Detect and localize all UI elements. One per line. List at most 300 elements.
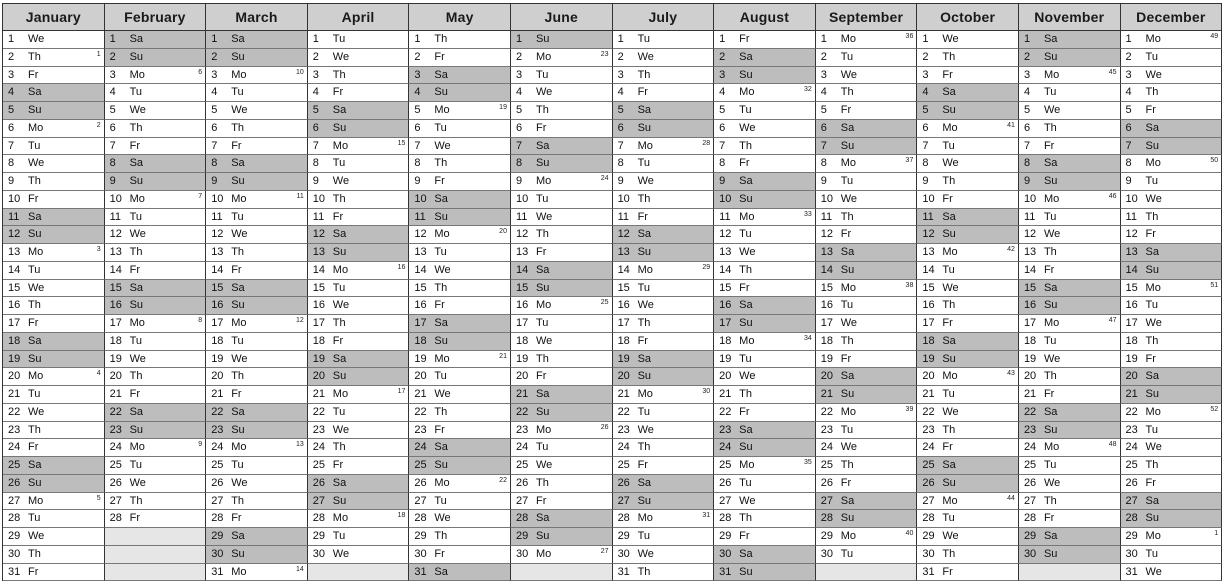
weekday-label: Mo [434,228,450,241]
day-cell [3,226,105,244]
weekday-label: Su [739,565,753,578]
weekday-label: We [434,388,451,400]
weekday-label: Sa [332,104,347,116]
day-cell [3,280,105,298]
day-cell [816,226,918,244]
day-cell [308,102,410,120]
day-number: 28 [515,512,529,525]
day-number: 11 [617,210,629,223]
weekday-label: Mo [332,388,349,400]
day-number: 1 [719,33,726,45]
weekday-label: Th [231,494,245,507]
day-cell [409,173,511,191]
weekday-label: Th [1145,459,1159,471]
day-number: 5 [1023,104,1031,116]
empty-day-cell [511,564,613,582]
weekday-label: Mo [1145,33,1161,45]
day-number: 15 [922,281,935,294]
day-number: 23 [312,423,326,436]
day-cell [3,475,105,493]
week-number: 25 [600,299,609,307]
weekday-label: We [942,530,959,542]
weekday-label: Fr [637,459,648,471]
day-number: 19 [820,352,833,365]
day-cell [409,138,511,156]
day-cell [1121,244,1223,262]
day-number: 7 [109,139,116,152]
weekday-label: We [535,459,553,471]
day-cell [3,457,105,475]
day-cell [3,120,105,138]
weekday-label: We [840,441,858,454]
day-number: 25 [1023,459,1037,471]
day-cell [1121,84,1223,102]
weekday-label: Su [28,476,42,489]
weekday-label: Th [28,175,41,187]
day-cell [917,404,1019,422]
day-number: 7 [414,139,421,152]
weekday-label: Su [1043,50,1058,63]
day-cell [3,528,105,546]
weekday-label: Mo [942,494,958,507]
weekday-label: Sa [28,86,42,99]
day-cell [409,510,511,528]
weekday-label: Mo [1145,157,1161,170]
day-cell [511,475,613,493]
weekday-label: Th [231,121,245,134]
day-number: 9 [211,175,218,187]
weekday-label: Fr [129,139,140,152]
weekday-label: Th [129,370,143,383]
weekday-label: Tu [332,157,346,170]
week-number: 32 [803,86,812,94]
day-cell [917,510,1019,528]
day-cell [816,155,918,173]
day-number: 4 [515,86,523,99]
weekday-label: Th [739,139,752,152]
day-cell [3,386,105,404]
weekday-label: Su [129,175,144,187]
weekday-label: Fr [1145,228,1156,241]
day-cell [613,262,715,280]
day-cell [308,475,410,493]
day-cell [816,457,918,475]
week-number: 4 [96,370,101,378]
weekday-label: Sa [942,86,956,99]
day-number: 11 [109,210,122,223]
day-cell [917,546,1019,564]
day-cell [308,315,410,333]
day-cell [816,84,918,102]
day-number: 13 [211,246,224,258]
week-number: 22 [499,476,507,484]
day-cell [1121,404,1223,422]
weekday-label: Tu [942,388,955,400]
weekday-label: Tu [28,263,41,276]
day-cell [714,422,816,440]
day-number: 30 [1023,547,1037,560]
weekday-label: Fr [1145,352,1156,365]
week-number: 1 [1214,530,1219,537]
day-cell [1019,297,1121,315]
day-cell [3,31,105,49]
day-cell [206,315,308,333]
day-number: 26 [211,476,224,489]
day-number: 15 [312,281,326,294]
day-number: 4 [719,86,726,99]
day-number: 1 [8,33,15,45]
day-number: 1 [1125,33,1132,45]
day-cell [816,120,918,138]
day-number: 20 [312,370,326,383]
day-cell [308,67,410,85]
week-number: 10 [295,68,304,76]
weekday-label: Fr [942,317,953,329]
weekday-label: Tu [637,157,650,170]
day-cell [1121,457,1223,475]
weekday-label: Sa [129,405,144,418]
weekday-label: Th [840,210,854,223]
day-cell [1121,528,1223,546]
weekday-label: Mo [942,370,958,383]
day-number: 5 [617,104,624,116]
weekday-label: We [739,494,756,507]
weekday-label: Sa [1043,33,1058,45]
day-number: 12 [1125,228,1138,241]
day-cell [613,84,715,102]
day-number: 26 [1125,476,1138,489]
day-number: 6 [414,121,421,134]
day-number: 16 [617,299,630,312]
day-cell [714,510,816,528]
day-cell [917,120,1019,138]
weekday-label: Su [1043,423,1058,436]
day-cell [1121,564,1223,582]
day-cell [917,528,1019,546]
day-cell [409,31,511,49]
month-header-september: September [816,4,918,31]
day-cell [917,209,1019,227]
weekday-label: Fr [434,547,445,560]
day-number: 27 [820,494,833,507]
day-number: 18 [414,334,427,347]
weekday-label: Sa [942,210,956,223]
day-number: 24 [515,441,529,454]
weekday-label: Su [28,104,42,116]
weekday-label: Mo [739,86,755,99]
day-number: 1 [515,33,523,45]
day-cell [917,315,1019,333]
week-number: 33 [803,210,812,218]
day-cell [1121,280,1223,298]
week-number: 49 [1210,33,1219,40]
weekday-label: Fr [28,565,39,578]
weekday-label: Fr [129,388,140,400]
day-cell [613,333,715,351]
day-cell [1019,244,1121,262]
weekday-label: Th [332,68,346,81]
day-cell [308,244,410,262]
day-cell [105,351,207,369]
day-cell [409,351,511,369]
weekday-label: Tu [840,50,854,63]
day-cell [105,422,207,440]
weekday-label: Tu [739,104,752,116]
day-number: 27 [8,494,21,507]
weekday-label: We [637,175,654,187]
day-cell [206,226,308,244]
day-number: 17 [515,317,529,329]
day-cell [511,31,613,49]
day-number: 3 [8,68,15,81]
day-number: 28 [109,512,122,525]
week-number: 44 [1007,494,1015,502]
day-cell [917,102,1019,120]
day-number: 22 [922,405,935,418]
weekday-label: Fr [1145,476,1156,489]
weekday-label: Sa [231,33,245,45]
day-number: 25 [312,459,326,471]
weekday-label: Th [1043,370,1057,383]
day-number: 8 [820,157,827,170]
day-number: 18 [109,334,122,347]
weekday-label: Sa [1043,530,1058,542]
day-number: 10 [109,192,122,205]
weekday-label: Tu [1145,175,1158,187]
weekday-label: Fr [231,139,242,152]
day-number: 2 [820,50,827,63]
weekday-label: Sa [129,33,144,45]
empty-day-cell [1019,564,1121,582]
week-number: 9 [198,441,203,449]
weekday-label: Mo [739,459,755,471]
day-cell [308,351,410,369]
weekday-label: Sa [840,246,855,258]
weekday-label: Sa [332,228,347,241]
day-cell [308,368,410,386]
day-number: 8 [8,157,15,170]
day-cell [511,102,613,120]
day-cell [714,84,816,102]
day-number: 22 [719,405,732,418]
weekday-label: We [28,281,45,294]
day-number: 17 [617,317,630,329]
day-cell [206,67,308,85]
day-number: 10 [617,192,630,205]
day-cell [206,49,308,67]
weekday-label: We [434,263,451,276]
day-cell [206,84,308,102]
weekday-label: We [332,547,350,560]
weekday-label: Tu [28,512,41,525]
day-number: 31 [211,565,224,578]
day-cell [816,493,918,511]
day-number: 11 [8,210,20,223]
day-number: 17 [414,317,427,329]
day-cell [3,49,105,67]
weekday-label: Tu [942,139,955,152]
weekday-label: Su [332,121,347,134]
day-cell [409,368,511,386]
weekday-label: Fr [28,68,39,81]
weekday-label: Th [332,192,346,205]
day-number: 13 [312,246,326,258]
weekday-label: Fr [1043,139,1055,152]
day-number: 28 [820,512,833,525]
day-number: 19 [922,352,935,365]
day-cell [206,138,308,156]
day-cell [511,67,613,85]
day-number: 11 [414,210,426,223]
month-header-october: October [917,4,1019,31]
day-cell [613,528,715,546]
weekday-label: Su [535,157,550,170]
day-cell [1121,155,1223,173]
weekday-label: We [231,352,248,365]
day-number: 6 [922,121,929,134]
day-cell [105,84,207,102]
weekday-label: We [942,281,959,294]
day-cell [511,457,613,475]
weekday-label: Mo [535,50,552,63]
day-number: 31 [922,565,935,578]
day-cell [206,173,308,191]
weekday-label: Sa [1043,157,1058,170]
day-cell [1019,191,1121,209]
weekday-label: Sa [739,547,753,560]
day-number: 10 [312,192,326,205]
day-number: 27 [719,494,732,507]
day-cell [1019,280,1121,298]
day-number: 24 [109,441,122,454]
weekday-label: We [739,370,756,383]
day-number: 25 [1125,459,1138,471]
day-cell [206,102,308,120]
day-cell [409,333,511,351]
day-cell [1019,528,1121,546]
weekday-label: Mo [535,547,552,560]
day-cell [105,209,207,227]
week-number: 39 [905,405,914,413]
day-number: 22 [312,405,326,418]
day-cell [206,191,308,209]
day-cell [1019,368,1121,386]
day-cell [511,84,613,102]
weekday-label: Sa [434,441,448,454]
day-cell [105,31,207,49]
day-number: 12 [515,228,529,241]
day-cell [1121,333,1223,351]
weekday-label: Sa [231,405,245,418]
day-cell [613,49,715,67]
weekday-label: Su [942,352,956,365]
day-cell [308,297,410,315]
day-cell [308,422,410,440]
week-number: 41 [1007,121,1015,129]
weekday-label: Tu [231,86,244,99]
week-number: 52 [1210,405,1219,413]
weekday-label: Sa [28,334,42,347]
day-number: 26 [8,476,21,489]
day-number: 5 [414,104,421,116]
day-number: 7 [1023,139,1031,152]
weekday-label: Sa [332,476,347,489]
day-number: 29 [211,530,224,542]
day-cell [308,173,410,191]
weekday-label: Mo [535,299,552,312]
weekday-label: Su [1145,139,1159,152]
day-number: 9 [1023,175,1031,187]
day-number: 20 [820,370,833,383]
weekday-label: Su [535,530,550,542]
day-cell [206,244,308,262]
weekday-label: Su [332,494,347,507]
day-cell [3,155,105,173]
day-number: 18 [1023,334,1037,347]
weekday-label: Su [637,121,652,134]
day-cell [206,546,308,564]
day-cell [1019,351,1121,369]
day-number: 16 [8,299,21,312]
day-number: 17 [1023,317,1037,329]
day-number: 17 [1125,317,1138,329]
weekday-label: Mo [129,317,145,329]
day-cell [613,493,715,511]
weekday-label: Th [840,334,854,347]
weekday-label: Mo [28,494,44,507]
weekday-label: Su [739,441,753,454]
day-number: 6 [109,121,116,134]
day-cell [105,280,207,298]
day-cell [511,280,613,298]
day-number: 4 [8,86,15,99]
day-cell [308,457,410,475]
day-number: 21 [211,388,224,400]
day-cell [206,422,308,440]
week-number: 26 [600,423,609,431]
day-number: 22 [1125,405,1138,418]
day-number: 22 [8,405,21,418]
day-cell [1121,31,1223,49]
week-number: 15 [397,139,406,147]
weekday-label: Fr [332,86,344,99]
day-cell [308,226,410,244]
day-cell [511,528,613,546]
weekday-label: Tu [1145,299,1158,312]
day-number: 8 [109,157,116,170]
day-number: 21 [1125,388,1138,400]
week-number: 40 [905,530,914,537]
day-cell [714,226,816,244]
day-cell [3,138,105,156]
day-number: 28 [312,512,326,525]
day-cell [816,368,918,386]
day-cell [206,564,308,582]
day-cell [816,351,918,369]
weekday-label: Su [129,50,144,63]
empty-day-cell [816,564,918,582]
day-cell [511,49,613,67]
weekday-label: Mo [332,139,349,152]
weekday-label: We [840,192,858,205]
weekday-label: Sa [332,352,347,365]
day-number: 23 [719,423,732,436]
day-number: 29 [414,530,427,542]
day-number: 10 [922,192,935,205]
day-number: 31 [1125,565,1138,578]
day-cell [816,439,918,457]
day-number: 22 [414,405,427,418]
